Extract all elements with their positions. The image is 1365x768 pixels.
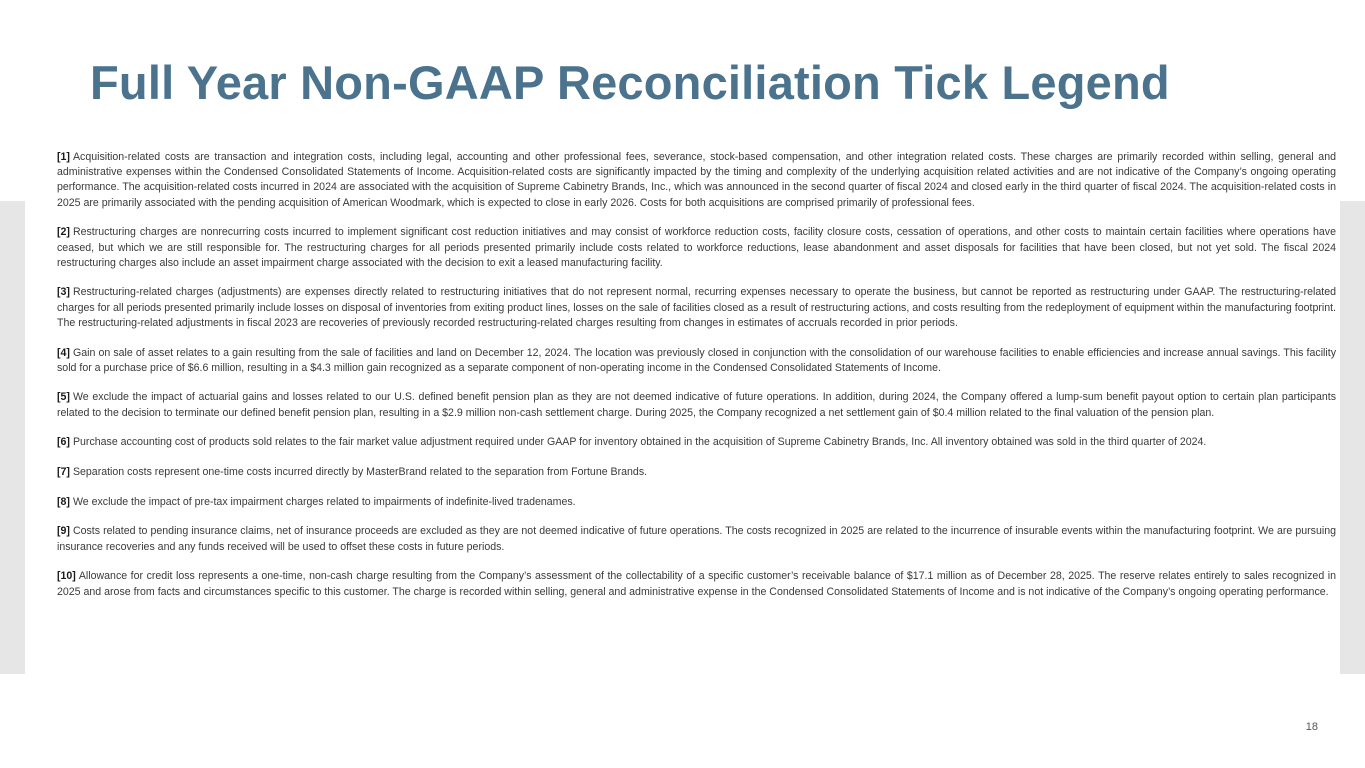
note-tag: [3] xyxy=(57,286,70,299)
note-1 xyxy=(57,150,1336,211)
note-text: Purchase accounting cost of products sold relates to the fair market value adjustment required under GAAP for inventory obtained in the acquisition of Supreme Cabinetry Brands, Inc. All inventory obtained was sold in the third quarter of 2024. xyxy=(72,436,1207,449)
note-7 xyxy=(57,465,1336,480)
note-text: Restructuring-related charges (adjustments) are expenses directly related to restructuring initiatives that do not represent normal, recurring expenses necessary to operate the business, but cannot be reported as restructuring under GAAP. The restructuring-related charges for all periods presented primarily include losses on disposal of inventories from exiting product lines, losses on the sale of facilities closed as a result of restructuring actions, and costs resulting from the redeployment of equipment within the manufacturing footprint. The restructuring-related adjustments in fiscal 2023 are recoveries of previously recorded restructuring-related charges resulting from changes in estimates of accruals recorded in prior periods. xyxy=(57,286,1336,329)
note-text: Costs related to pending insurance claims, net of insurance proceeds are excluded as they are not deemed indicative of future operations. The costs recognized in 2025 are related to the incurrence of insurable events within the manufacturing footprint. We are pursuing insurance recoveries and any funds received will be used to offset these costs in future periods. xyxy=(57,525,1336,553)
note-4 xyxy=(57,346,1336,376)
note-8 xyxy=(57,495,1336,510)
note-tag: [8] xyxy=(57,495,70,508)
tick-legend-notes xyxy=(57,150,1336,614)
note-text: We exclude the impact of actuarial gains and losses related to our U.S. defined benefit pension plan as they are not deemed indicative of future operations. In addition, during 2024, the Company offered a lump-sum benefit payout option to certain plan participants related to the decision to terminate our defined benefit pension plan, resulting in a $2.9 million non-cash settlement charge. During 2025, the Company recognized a net settlement gain of $0.4 million related to the final valuation of the pension plan. xyxy=(57,391,1336,419)
note-tag: [6] xyxy=(57,436,70,449)
note-text: Acquisition-related costs are transaction and integration costs, including legal, accounting and other professional fees, severance, stock-based compensation, and other integration related costs. These charges are primarily recorded within selling, general and administrative expenses within the Condensed Consolidated Statements of Income. Acquisition-related costs are significantly impacted by the timing and complexity of the underlying acquisition related activities and are not indicative of the Company’s ongoing operating performance. The acquisition-related costs incurred in 2024 are associated with the acquisition of Supreme Cabinetry Brands, Inc., which was announced in the second quarter of fiscal 2024 and closed early in the third quarter of fiscal 2024. The acquisition-related costs in 2025 are primarily associated with the pending acquisition of American Woodmark, which is expected to close in early 2026. Costs for both acquisitions are comprised primarily of professional fees. xyxy=(57,151,1336,209)
left-side-band xyxy=(0,201,25,674)
page-number: 18 xyxy=(1305,721,1318,733)
note-text: Gain on sale of asset relates to a gain resulting from the sale of facilities and land on December 12, 2024. The location was previously closed in conjunction with the consolidation of our warehouse facilities to enable efficiencies and increase annual savings. This facility sold for a purchase price of $6.6 million, resulting in a $4.3 million gain recognized as a separate component of non-operating income in the Condensed Consolidated Statements of Income. xyxy=(57,346,1336,374)
right-side-band xyxy=(1340,201,1365,674)
note-tag: [7] xyxy=(57,466,70,479)
note-text: Allowance for credit loss represents a one-time, non-cash charge resulting from the Company’s assessment of the collectability of a specific customer’s receivable balance of $17.1 million as of December 28, 2025. The reserve relates entirely to sales recognized in 2025 and arose from facts and circumstances specific to this customer. The charge is recorded within selling, general and administrative expense in the Condensed Consolidated Statements of Income and is not indicative of the Company’s ongoing operating performance. xyxy=(57,570,1336,598)
note-text: Restructuring charges are nonrecurring costs incurred to implement significant cost reduction initiatives and may consist of workforce reduction costs, facility closure costs, cessation of operations, and other costs to maintain certain facilities where operations have ceased, but which we are still responsible for. The restructuring charges for all periods presented primarily include costs related to workforce reductions, lease abandonment and asset disposals for facilities that have been closed, but not yet sold. The fiscal 2024 restructuring charges also include an asset impairment charge associated with the decision to exit a leased manufacturing facility. xyxy=(57,226,1336,269)
slide-title: Full Year Non-GAAP Reconciliation Tick Legend xyxy=(90,56,1170,109)
note-2 xyxy=(57,225,1336,271)
note-tag: [2] xyxy=(57,226,70,239)
note-text: We exclude the impact of pre-tax impairment charges related to impairments of indefinite-lived tradenames. xyxy=(72,495,576,508)
note-6 xyxy=(57,435,1336,450)
note-tag: [1] xyxy=(57,151,70,163)
note-5 xyxy=(57,390,1336,420)
note-tag: [9] xyxy=(57,525,70,538)
note-10 xyxy=(57,569,1336,599)
note-3 xyxy=(57,285,1336,331)
note-text: Separation costs represent one-time costs incurred directly by MasterBrand related to the separation from Fortune Brands. xyxy=(72,466,648,479)
note-9 xyxy=(57,524,1336,554)
note-tag: [5] xyxy=(57,391,70,404)
note-tag: [4] xyxy=(57,346,70,359)
note-tag: [10] xyxy=(57,570,76,583)
